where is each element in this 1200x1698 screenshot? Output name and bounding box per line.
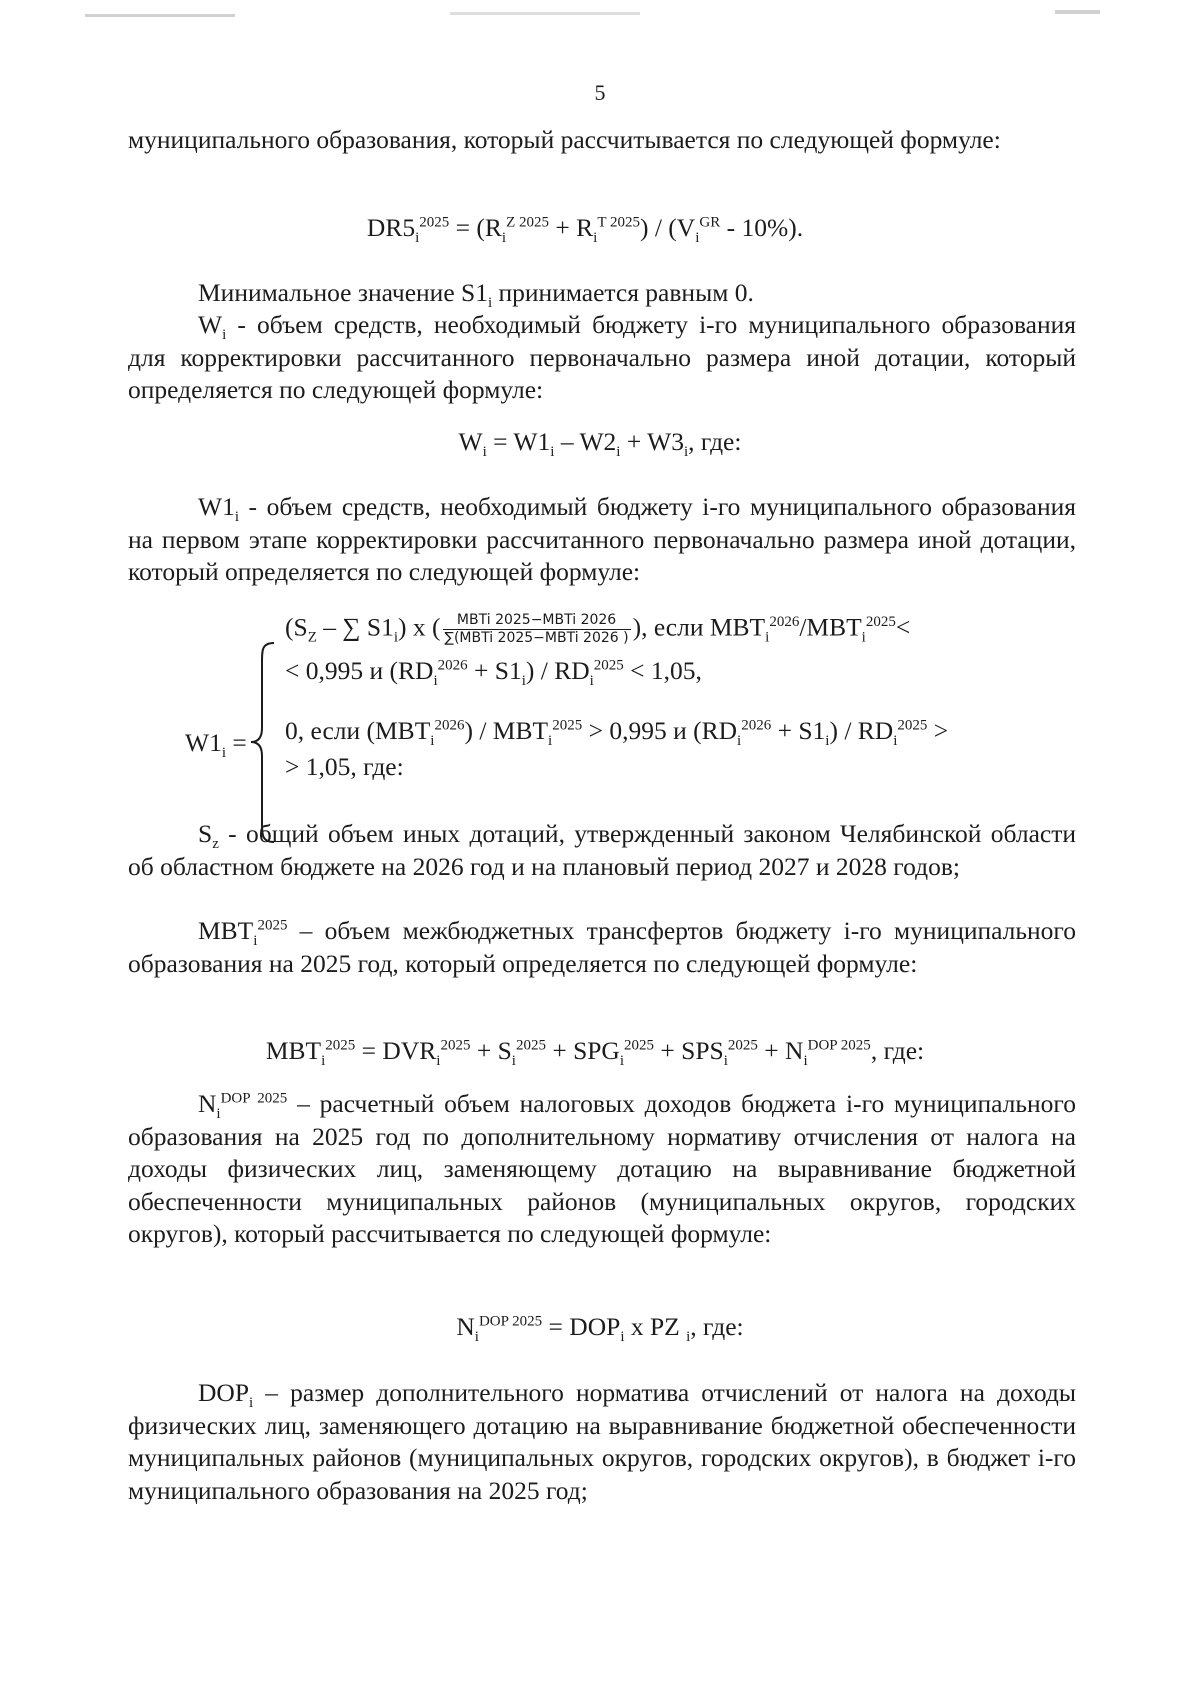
formula-term: N [456,1312,475,1341]
formula-term: ) / RD [525,656,590,685]
formula-superscript: 2026 [434,717,465,734]
formula-term: 0, если (MBT [285,716,431,745]
paragraph-text: – объем межбюджетных трансфертов бюджету i-го муниципального образования на 2025 год, который определяется по следующей формуле: [128,916,1076,978]
w1-case-1-line-1 [285,612,910,647]
formula-term: ) x ( [398,612,441,642]
paragraph-term: N [198,1089,217,1118]
formula-subscript: i [893,733,898,750]
scan-artifact [85,14,235,17]
paragraph-text: - объем средств, необходимый бюджету i-го муниципального образования на первом этапе корректировки рассчитанного первоначально размера иной дотации, который определяется по следующей формуле: [128,492,1076,586]
paragraph-6 [128,915,1076,980]
formula-subscript: i [683,444,689,461]
formula-term: + S1 [771,716,826,745]
formula-subscript: i [415,230,420,247]
formula-term: < 0,995 и (RD [285,656,434,685]
formula-term: /MBT [799,612,862,642]
paragraph-5 [128,818,1076,883]
paragraph-term: W1 [198,492,235,521]
formula-term: = DVR [355,1036,437,1065]
formula-subscript: i [216,1106,221,1123]
formula-ndop [0,1312,1200,1346]
formula-subscript: i [765,629,770,646]
paragraph-1 [128,124,1076,157]
formula-term: + SPG [545,1036,620,1065]
formula-subscript: z [212,836,219,853]
formula-term: = W1 [486,427,551,456]
formula-superscript: DOP 2025 [478,1313,543,1330]
formula-superscript: 2025 [727,1037,758,1054]
formula-superscript: 2026 [741,717,772,734]
formula-term: > [927,716,949,745]
page-number: 5 [594,80,606,105]
formula-subscript: i [589,673,594,690]
formula-term: = [226,728,247,757]
w1-case-1-line-2 [285,656,702,690]
paragraph-term: MBT [198,916,254,945]
formula-term: + R [549,213,594,242]
formula-term: ) / MBT [464,716,549,745]
formula-subscript: i [501,230,507,247]
paragraph-2 [128,277,1076,310]
formula-w [0,427,1200,461]
formula-subscript: i [234,509,239,526]
formula-subscript: i [321,1053,326,1070]
formula-term: ), если MBT [632,612,766,642]
formula-superscript: 2025 [419,214,450,231]
formula-term: (S [285,612,308,642]
formula-subscript: i [548,733,553,750]
paragraph-text: принимается равным 0. [492,278,754,307]
formula-term: , где: [870,1036,925,1065]
formula-superscript: 2025 [897,717,928,734]
paragraph-3 [128,309,1076,407]
paragraph-text: – расчетный объем налоговых доходов бюджета i-го муниципального образования на 2025 год по дополнительному нормативу отчисления от налога на доходы физических лиц, заменяющему дотацию на выравнивание бюджетной обеспеченности муниципальных районов (муниципальных округов, городских округов), который рассчитывается по следующей формуле: [128,1089,1077,1248]
w1-case-2-line-2 [285,752,404,782]
formula-term: = DOP [542,1312,621,1341]
paragraph-4 [128,491,1076,589]
formula-subscript: i [222,327,227,344]
formula-subscript: i [861,629,866,646]
formula-term: + N [757,1036,804,1065]
formula-superscript: 2025 [515,1037,546,1054]
formula-subscript: i [511,1053,516,1070]
w1-label [185,728,247,762]
formula-subscript: i [393,629,399,646]
formula-dr5 [0,213,1185,247]
formula-superscript: 2026 [769,613,800,630]
formula-term: + SPS [654,1036,724,1065]
formula-subscript: i [474,1329,479,1346]
paragraph-text: - общий объем иных дотаций, утвержденный законом Челябинской области об областном бюджете на 2026 год и на плановый период 2027 и 2028 годов; [128,819,1076,881]
formula-term: , где: [688,427,742,456]
paragraph-8 [128,1377,1076,1507]
formula-term: W [458,427,483,456]
paragraph-text: муниципального образования, который рассчитывается по следующей формуле: [128,125,1001,154]
formula-superscript: 2025 [593,657,624,674]
formula-subscript: i [253,933,258,950]
formula-subscript: i [803,1053,808,1070]
formula-superscript: T 2025 [597,214,640,231]
formula-superscript: 2025 [325,1037,356,1054]
formula-term: - 10%). [720,213,804,242]
formula-term: ) / RD [829,716,894,745]
formula-subscript: i [619,1053,625,1070]
formula-term: > 1,05, где: [285,752,404,781]
formula-superscript: GR [699,214,721,231]
formula-superscript: 2025 [624,1037,655,1054]
fraction [443,612,631,647]
formula-term: + W3 [620,427,684,456]
formula-term: W1 [185,728,222,757]
formula-subscript: i [249,1395,254,1412]
formula-term: ) / (V [639,213,696,242]
formula-superscript: 2025 [865,613,896,630]
formula-superscript: 2025 [257,917,288,934]
formula-term: = (R [449,213,502,242]
curly-brace-icon [248,640,278,845]
formula-subscript: i [433,673,438,690]
formula-subscript: i [825,733,830,750]
formula-subscript: i [221,745,226,762]
formula-subscript: i [616,444,621,461]
fraction-denominator: ∑(MBTi 2025−MBTi 2026 ) [444,630,629,646]
formula-term: x PZ [624,1312,687,1341]
formula-subscript: i [482,444,487,461]
formula-superscript: 2026 [437,657,468,674]
paragraph-term: S [198,819,213,848]
paragraph-text: – размер дополнительного норматива отчислений от налога на доходы физических лиц, заменяющего дотацию на выравнивание бюджетной обеспеченности муниципальных районов (муниципальных округов, городских округов), в бюджет i-го муниципального образования на 2025 год; [128,1378,1076,1505]
formula-term: + S1 [467,656,522,685]
formula-subscript: i [487,295,493,312]
formula-term: + S [470,1036,512,1065]
formula-superscript: DOP 2025 [220,1090,288,1107]
formula-subscript: i [550,444,555,461]
paragraph-text: - объем средств, необходимый бюджету i-го муниципального образования для корректировки рассчитанного первоначально размера иной дотации, который определяется по следующей формуле: [128,310,1076,404]
formula-subscript: i [436,1053,441,1070]
formula-term: < [895,612,911,642]
formula-term: – W2 [554,427,617,456]
paragraph-term: W [198,310,223,339]
formula-subscript: i [593,230,598,247]
formula-subscript: i [686,1329,691,1346]
formula-superscript: Z 2025 [506,214,549,231]
paragraph-text: Минимальное значение S1 [198,278,488,307]
formula-subscript: Z [307,629,317,646]
formula-subscript: i [695,230,700,247]
fraction-numerator: MBTi 2025−MBTi 2026 [443,612,631,630]
formula-superscript: 2025 [552,717,583,734]
formula-subscript: i [620,1329,625,1346]
scan-artifact [450,12,640,15]
scan-artifact [1055,10,1100,14]
formula-term: DR5 [366,213,416,242]
paragraph-7 [128,1088,1076,1251]
formula-term: – ∑ S1 [316,612,394,642]
formula-term: < 1,05, [623,656,702,685]
formula-subscript: i [723,1053,728,1070]
w1-case-2-line-1 [285,716,949,750]
formula-superscript: 2025 [440,1037,471,1054]
formula-subscript: i [737,733,742,750]
formula-term: MBT [265,1036,322,1065]
paragraph-term: DOP [198,1378,250,1407]
formula-subscript: i [521,673,526,690]
formula-mbt [0,1036,1195,1070]
formula-subscript: i [430,733,435,750]
formula-term: , где: [690,1312,744,1341]
formula-superscript: DOP 2025 [807,1037,871,1054]
formula-term: > 0,995 и (RD [582,716,738,745]
